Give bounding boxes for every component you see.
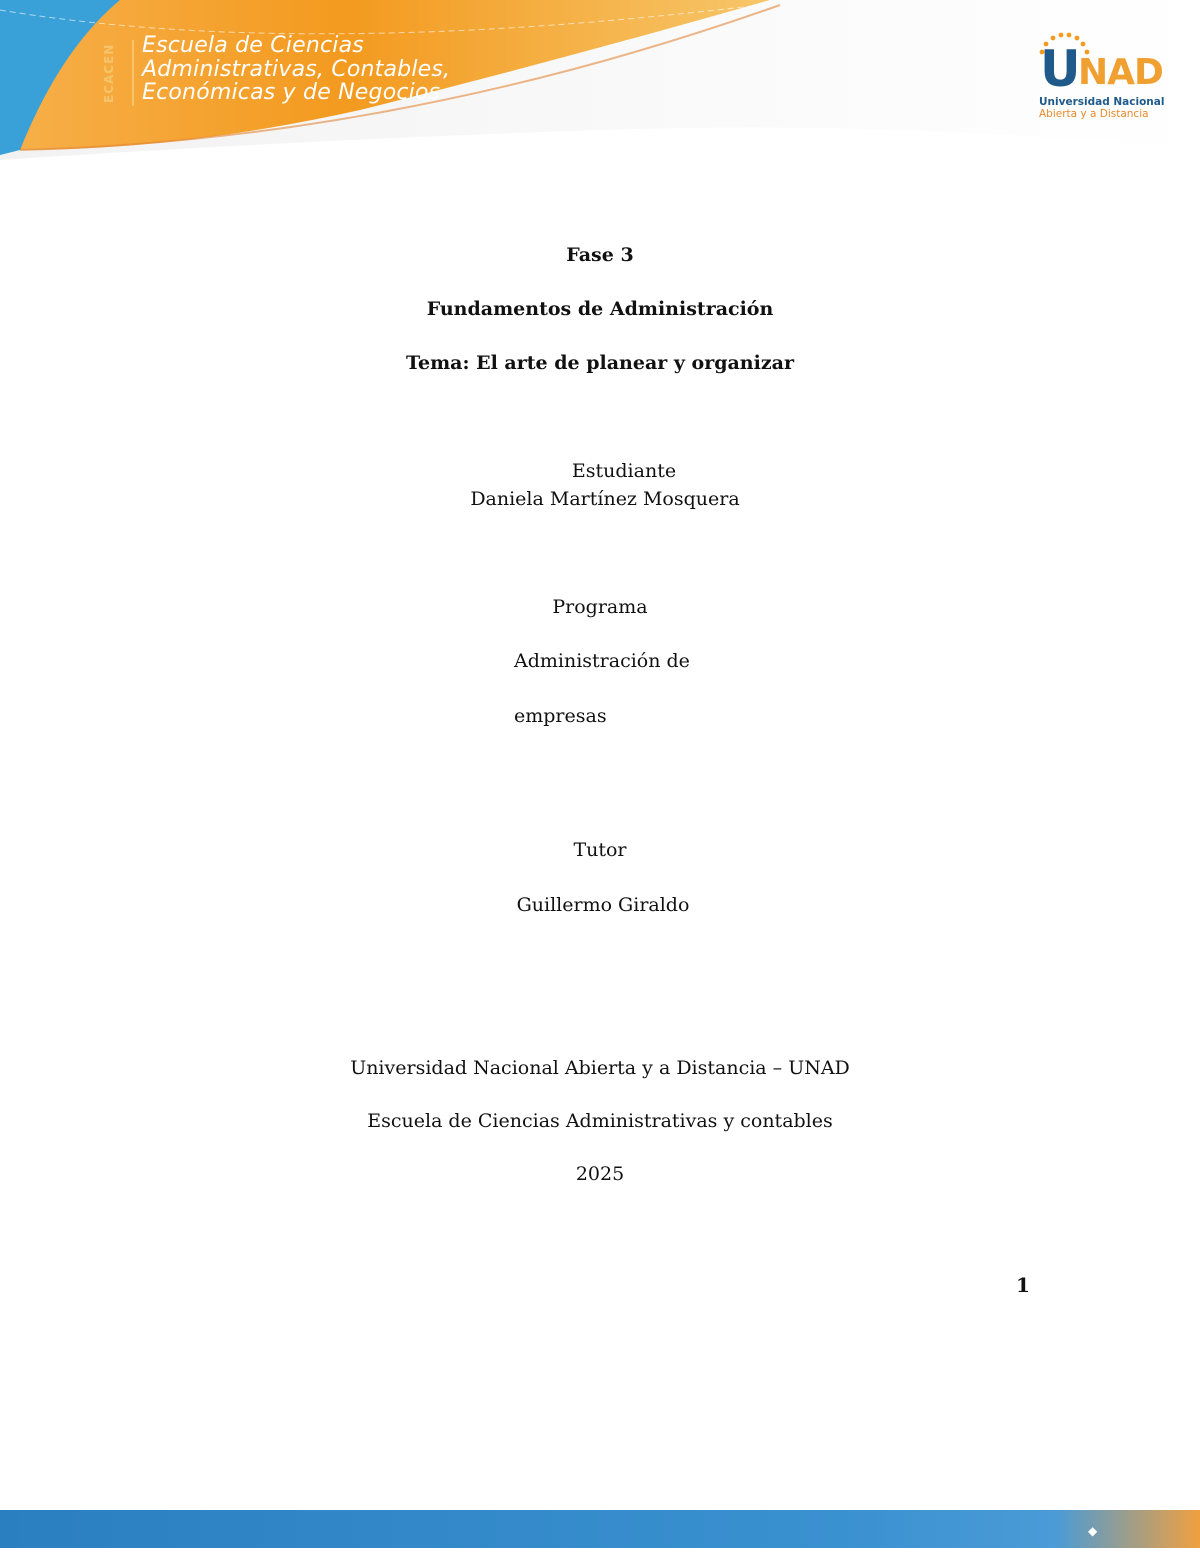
footer-diamond-icon: ◆ xyxy=(1088,1524,1098,1538)
university-name: Universidad Nacional Abierta y a Distancia – UNAD xyxy=(350,1057,850,1079)
school-line-1: Escuela de Ciencias xyxy=(142,33,364,58)
topic-title: Tema: El arte de planear y organizar xyxy=(406,352,794,374)
ecacen-divider xyxy=(132,40,134,106)
program-label: Programa xyxy=(552,596,648,618)
course-title: Fundamentos de Administración xyxy=(426,298,774,320)
header-banner xyxy=(0,0,1200,200)
school-full-name: Escuela de Ciencias Administrativas y contables xyxy=(367,1110,833,1132)
student-label: Estudiante xyxy=(571,460,677,482)
tutor-label: Tutor xyxy=(573,839,627,861)
program-line-1: Administración de xyxy=(514,650,690,672)
ecacen-label: ECACEN xyxy=(102,43,116,103)
logo-line-1: Universidad Nacional xyxy=(1039,96,1165,108)
program-line-2: empresas xyxy=(514,705,607,727)
year: 2025 xyxy=(575,1163,625,1185)
logo-nad: NAD xyxy=(1078,52,1163,93)
school-name xyxy=(142,34,450,105)
logo-line-2: Abierta y a Distancia xyxy=(1039,108,1149,120)
school-line-3: Económicas y de Negocios xyxy=(142,80,441,105)
logo-u: U xyxy=(1040,40,1081,98)
unad-logo xyxy=(1030,30,1170,125)
footer-band xyxy=(0,1510,1200,1548)
tutor-name: Guillermo Giraldo xyxy=(516,894,690,916)
page-number: 1 xyxy=(1016,1273,1030,1297)
phase-title: Fase 3 xyxy=(566,244,634,266)
student-name: Daniela Martínez Mosquera xyxy=(470,488,740,510)
school-line-2: Administrativas, Contables, xyxy=(142,56,451,82)
